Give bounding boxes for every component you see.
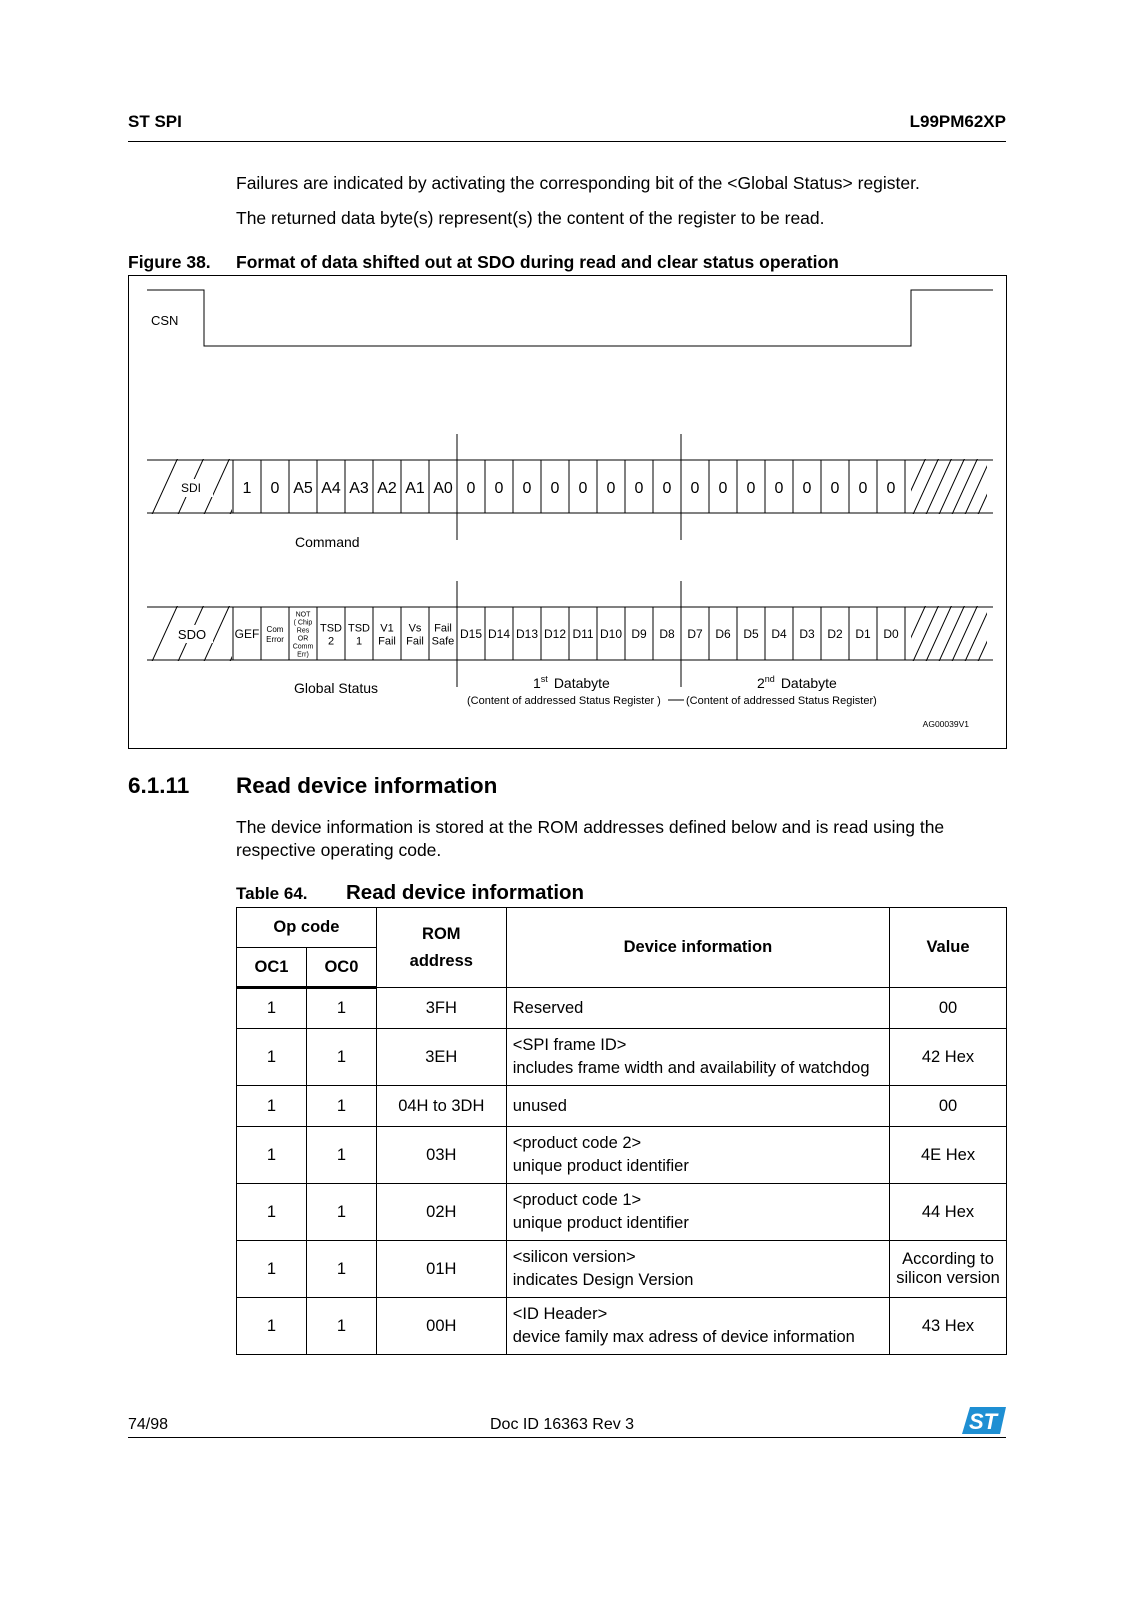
device-info-line2: device family max adress of device information	[512, 1328, 855, 1346]
device-info-line2: unique product identifier	[512, 1214, 689, 1232]
device-info-line2: includes frame width and availability of watchdog	[512, 1059, 870, 1077]
sdo-cell-text: OR	[297, 635, 309, 643]
section-number: 6.1.11	[128, 773, 190, 798]
device-info-line1: unused	[512, 1096, 567, 1115]
figure-title: Format of data shifted out at SDO during read and clear status operation	[236, 252, 839, 272]
page-number: 74/98	[128, 1416, 169, 1433]
doc-id: Doc ID 16363 Rev 3	[490, 1416, 635, 1433]
sdo-cell-text: Safe	[431, 635, 455, 648]
sdi-bit: 0	[634, 480, 644, 497]
sdi-bit: 0	[578, 480, 588, 497]
sdo-cell-text: D13	[515, 627, 539, 642]
sdo-cell-text: TSD	[320, 622, 342, 635]
sdo-cell-text: D6	[715, 627, 731, 642]
oc0-cell: 1	[306, 988, 376, 1029]
device-info-cell	[506, 1086, 889, 1127]
databyte-1-ord: 1	[533, 675, 541, 691]
st-logo-icon	[962, 1407, 1006, 1435]
st-logo-text: ST	[968, 1409, 998, 1434]
sdi-bit: 1	[242, 480, 252, 497]
sdi-bit: A4	[321, 480, 341, 497]
rom-address-cell: 02H	[376, 1184, 506, 1241]
sdi-bit: 0	[746, 480, 756, 497]
header-section: ST SPI	[128, 112, 182, 131]
device-info-cell	[506, 1298, 889, 1355]
sdi-bit: 0	[522, 480, 532, 497]
table-row	[237, 1241, 1007, 1298]
device-info-cell	[506, 988, 889, 1029]
sdi-bit: 0	[886, 480, 896, 497]
figure-number: Figure 38.	[128, 252, 211, 272]
sdi-bit: A0	[433, 480, 453, 497]
databyte-1-label	[533, 674, 610, 691]
sdi-bit: 0	[466, 480, 476, 497]
sdo-cell-text: D9	[631, 627, 647, 642]
sdo-cell-text: D11	[572, 627, 594, 642]
oc1-cell: 1	[237, 1184, 307, 1241]
value-header: Value	[890, 908, 1007, 988]
sdo-cell-text: TSD	[348, 622, 370, 635]
oc0-cell: 1	[306, 1184, 376, 1241]
rom-header-line1: ROM	[422, 924, 461, 943]
databyte-2-sup: nd	[764, 674, 775, 684]
sdo-cell-text: D5	[743, 627, 759, 642]
sdo-cell-text: GEF	[234, 627, 260, 642]
sdo-cell-text: D7	[687, 627, 703, 642]
sdo-cell-text: D15	[459, 627, 483, 642]
device-info-cell	[506, 1241, 889, 1298]
oc1-cell: 1	[237, 1298, 307, 1355]
sdi-bit: 0	[494, 480, 504, 497]
section-title: Read device information	[236, 773, 498, 798]
intro-line-1: Failures are indicated by activating the corresponding bit of the <Global Status> register.	[236, 173, 920, 193]
sdi-bit: 0	[830, 480, 840, 497]
timing-diagram	[128, 275, 1007, 749]
figure-id: AG00039V1	[922, 719, 969, 729]
oc0-header: OC0	[306, 948, 376, 988]
sdo-cell-text: Fail	[378, 635, 396, 648]
sdo-cell-text: 2	[327, 635, 335, 648]
sdi-bit: 0	[774, 480, 784, 497]
value-cell	[890, 1298, 1007, 1355]
sdo-cell-text: NOT	[295, 611, 311, 619]
rom-address-cell: 00H	[376, 1298, 506, 1355]
value-cell	[890, 1029, 1007, 1086]
device-info-line1: <product code 2>	[512, 1134, 642, 1152]
device-info-table	[236, 907, 1007, 1355]
databyte-1-sup: st	[540, 674, 548, 684]
figure-caption	[128, 252, 839, 273]
sdi-bit: A1	[405, 480, 425, 497]
sdo-cell-text: D4	[771, 627, 787, 642]
table-caption	[236, 881, 584, 905]
device-info-line2: unique product identifier	[512, 1157, 689, 1175]
value-line1: 00	[938, 998, 958, 1017]
table-row	[237, 1029, 1007, 1086]
databyte-2-ord: 2	[757, 675, 765, 691]
oc0-cell: 1	[306, 1241, 376, 1298]
header-doc-code: L99PM62XP	[909, 112, 1006, 131]
device-info-cell	[506, 1127, 889, 1184]
table-row	[237, 1127, 1007, 1184]
sdo-label: SDO	[177, 627, 207, 642]
oc1-cell: 1	[237, 1127, 307, 1184]
oc1-cell: 1	[237, 1241, 307, 1298]
device-info-cell	[506, 1184, 889, 1241]
footer-rule	[128, 1437, 1006, 1438]
value-cell	[890, 988, 1007, 1029]
table-number: Table 64.	[236, 884, 308, 903]
oc1-cell: 1	[237, 1086, 307, 1127]
oc0-cell: 1	[306, 1127, 376, 1184]
sdi-bit: 0	[606, 480, 616, 497]
databyte-2-label	[757, 674, 837, 691]
value-cell	[890, 1184, 1007, 1241]
sdo-cell-text: D0	[883, 627, 899, 642]
oc1-cell: 1	[237, 988, 307, 1029]
sdo-cell-text: Com	[266, 624, 284, 634]
value-line1: 44 Hex	[921, 1202, 975, 1221]
sdo-cell-text: D3	[799, 627, 815, 642]
table-row	[237, 1086, 1007, 1127]
sdi-bit: 0	[718, 480, 728, 497]
value-line1: 00	[938, 1096, 958, 1115]
sdo-cell-text: D8	[659, 627, 675, 642]
csn-waveform	[147, 290, 993, 346]
sdo-cell-text: D10	[599, 627, 623, 642]
rom-address-header	[376, 908, 506, 988]
sdi-bit: 0	[550, 480, 560, 497]
table-body	[237, 988, 1007, 1355]
oc0-cell: 1	[306, 1029, 376, 1086]
sdo-cell-text: Res	[296, 627, 310, 635]
sdo-cell-text: Fail	[434, 622, 452, 635]
content-label-1: (Content of addressed Status Register )	[467, 695, 661, 707]
sdo-cell-text: Error	[266, 634, 284, 644]
sdo-row	[147, 581, 1006, 687]
databyte-1-text: Databyte	[553, 675, 610, 691]
timing-diagram-svg	[129, 276, 1006, 748]
table-row	[237, 988, 1007, 1029]
oc1-cell: 1	[237, 1029, 307, 1086]
value-line1: According to	[902, 1250, 994, 1268]
sdi-row	[147, 434, 1006, 540]
value-cell	[890, 1241, 1007, 1298]
sdo-cell-text: D1	[855, 627, 871, 642]
rom-address-cell: 04H to 3DH	[376, 1086, 506, 1127]
sdi-label: SDI	[180, 481, 202, 495]
sdi-bit: A5	[293, 480, 313, 497]
sdo-cell-text: D2	[827, 627, 843, 642]
sdi-bit: A2	[377, 480, 397, 497]
device-info-line1: <product code 1>	[512, 1191, 642, 1209]
rom-address-cell: 3FH	[376, 988, 506, 1029]
sdi-bit: A3	[349, 480, 369, 497]
oc0-cell: 1	[306, 1086, 376, 1127]
section-body: The device information is stored at the ROM addresses defined below and is read using the respective operating code.	[236, 817, 945, 860]
device-info-line1: <SPI frame ID>	[512, 1036, 627, 1054]
command-label: Command	[295, 534, 360, 550]
table-row	[237, 1298, 1007, 1355]
sdo-cell-text: 1	[355, 635, 363, 648]
header-rule	[128, 141, 1006, 142]
rom-address-cell: 3EH	[376, 1029, 506, 1086]
intro-line-2: The returned data byte(s) represent(s) the content of the register to be read.	[236, 208, 825, 228]
device-info-line1: Reserved	[512, 998, 584, 1017]
sdo-cell-text: ( Chip	[293, 619, 313, 627]
device-info-cell	[506, 1029, 889, 1086]
content-label-2: (Content of addressed Status Register)	[686, 695, 877, 707]
sdo-cell-text: V1	[380, 622, 394, 635]
sdo-cell-text: Comm	[292, 643, 314, 651]
rom-header-line2: address	[409, 951, 473, 970]
sdo-cell-text: D14	[487, 627, 511, 642]
device-info-header: Device information	[506, 908, 889, 988]
table-row	[237, 1184, 1007, 1241]
sdi-bit: 0	[802, 480, 812, 497]
value-line1: 42 Hex	[921, 1047, 975, 1066]
oc1-header: OC1	[237, 948, 307, 988]
sdo-cell-text: Vs	[408, 622, 422, 635]
csn-label: CSN	[151, 313, 179, 328]
op-code-header: Op code	[237, 908, 377, 948]
rom-address-cell: 01H	[376, 1241, 506, 1298]
sdi-bit: 0	[690, 480, 700, 497]
value-cell	[890, 1086, 1007, 1127]
sdo-cell-text: Err)	[297, 651, 309, 659]
oc0-cell: 1	[306, 1298, 376, 1355]
value-line2: silicon version	[896, 1269, 1000, 1287]
sdi-bit: 0	[270, 480, 280, 497]
sdo-cell-text: D12	[543, 627, 567, 642]
sdi-bit: 0	[662, 480, 672, 497]
table-title: Read device information	[346, 881, 585, 904]
value-cell	[890, 1127, 1007, 1184]
device-info-line1: <silicon version>	[512, 1248, 636, 1266]
databyte-2-text: Databyte	[780, 675, 837, 691]
sdo-cell-text: Fail	[406, 635, 424, 648]
rom-address-cell: 03H	[376, 1127, 506, 1184]
global-status-label: Global Status	[294, 680, 379, 696]
value-line1: 4E Hex	[920, 1145, 976, 1164]
device-info-line1: <ID Header>	[512, 1305, 608, 1323]
device-info-line2: indicates Design Version	[512, 1271, 694, 1289]
value-line1: 43 Hex	[921, 1316, 975, 1335]
sdi-bit: 0	[858, 480, 868, 497]
